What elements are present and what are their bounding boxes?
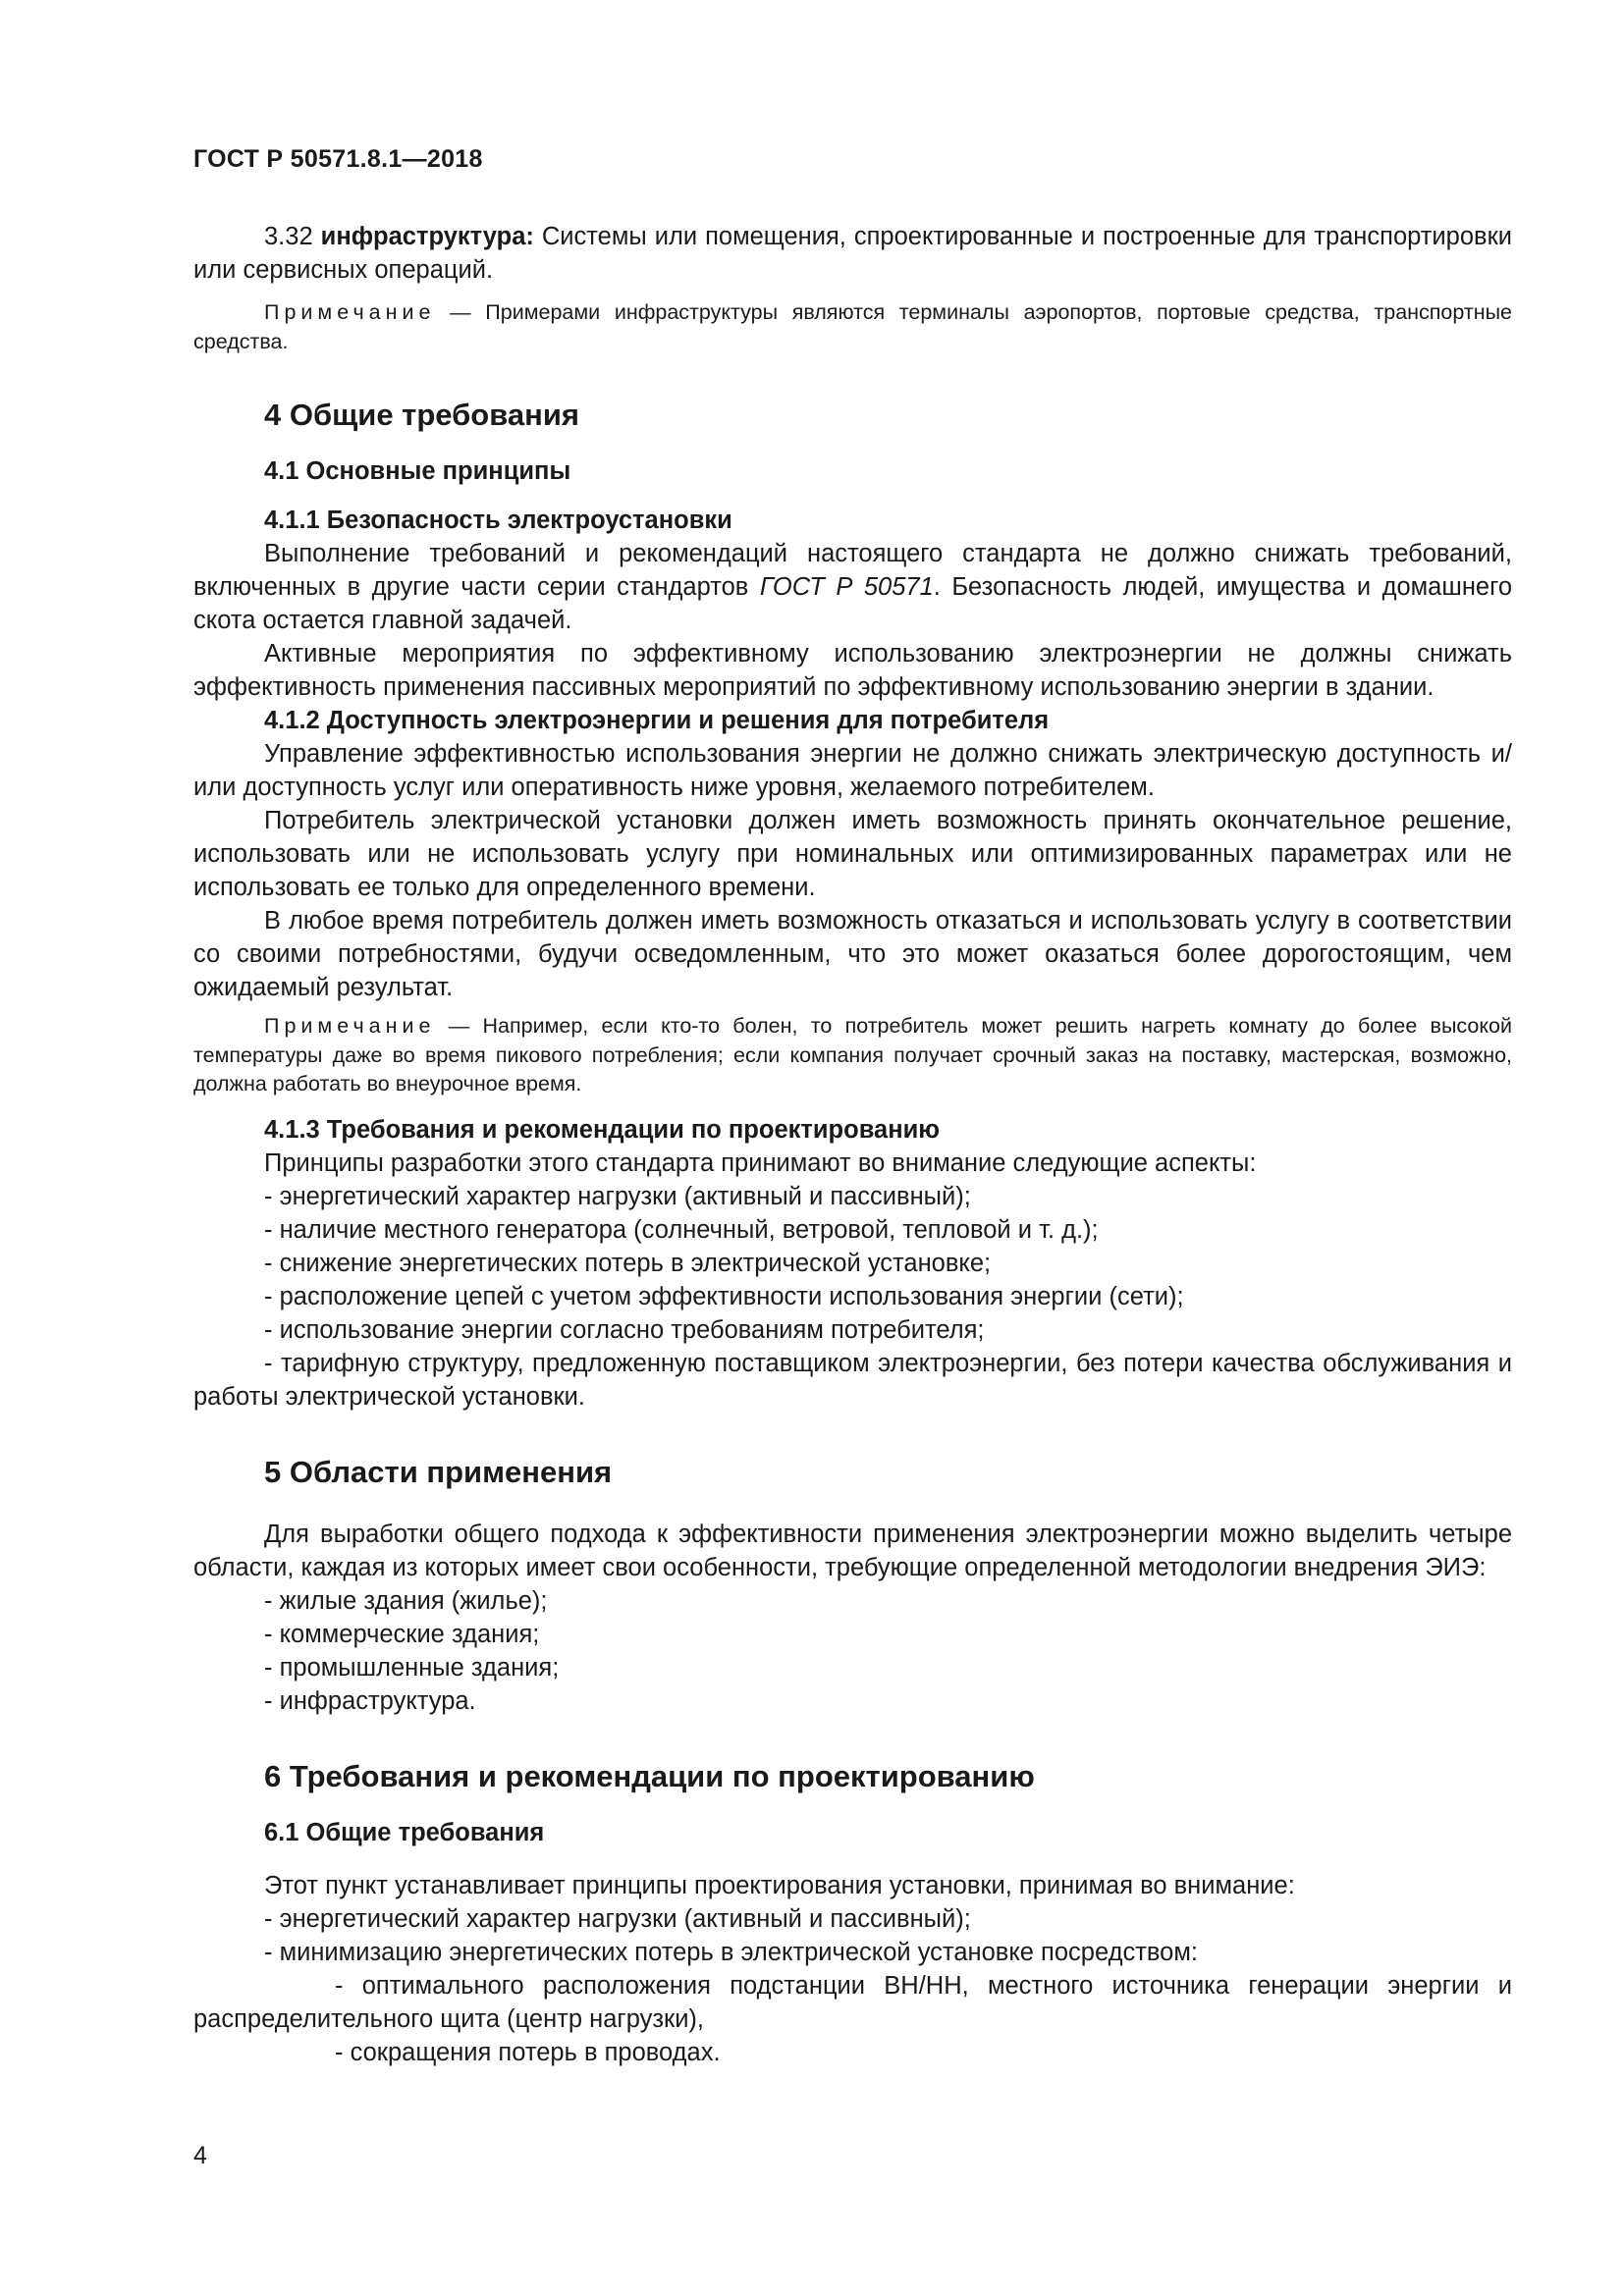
list-item: - коммерческие здания; bbox=[264, 1620, 540, 1648]
section-4-1-2-heading: 4.1.2 Доступность электроэнергии и решения для потребителя bbox=[264, 707, 1050, 734]
section-6-1-heading: 6.1 Общие требования bbox=[264, 1818, 545, 1846]
paragraph-text: . Безопасность людей, имущества и домашнего скота остается главной задачей. bbox=[193, 573, 1513, 634]
list-item: - инфраструктура. bbox=[264, 1686, 476, 1715]
note-text: — Примерами инфраструктуры являются терминалы аэропортов, портовые средства, транспортные средства. bbox=[193, 300, 1512, 353]
section-4-1-heading: 4.1 Основные принципы bbox=[264, 457, 571, 485]
running-header: ГОСТ Р 50571.8.1—2018 bbox=[193, 145, 483, 173]
paragraph: Управление эффективностью использования энергии не должно снижать электрическую доступность и/или доступность услуг или оперативность ниже уровня, желаемого потребителем. bbox=[193, 740, 1512, 801]
page-content bbox=[193, 220, 1512, 2069]
note-label: Примечание bbox=[264, 1014, 436, 1038]
paragraph: Активные мероприятия по эффективному использованию электроэнергии не должны снижать эффективность применения пассивных мероприятий по эффективному использованию энергии в здании. bbox=[193, 640, 1512, 701]
list-item: - тарифную структуру, предложенную поставщиком электроэнергии, без потери качества обслуживания и работы электрической установки. bbox=[193, 1349, 1512, 1411]
term-name: инфраструктура: bbox=[320, 223, 534, 250]
list-item: - энергетический характер нагрузки (активный и пассивный); bbox=[264, 1182, 971, 1210]
paragraph-text: Выполнение требований и рекомендаций настоящего стандарта не должно снижать требований, включенных в другие части серии стандартов bbox=[193, 540, 1512, 601]
sub-list-item: - сокращения потерь в проводах. bbox=[335, 2038, 721, 2066]
list-item: - жилые здания (жилье); bbox=[264, 1586, 548, 1615]
list-item: - минимизацию энергетических потерь в электрической установке посредством: bbox=[264, 1938, 1198, 1966]
note bbox=[193, 1012, 1512, 1099]
term-text: Системы или помещения, спроектированные и построенные для транспортировки или сервисных операций. bbox=[193, 223, 1512, 284]
note-label: Примечание bbox=[264, 300, 436, 324]
paragraph bbox=[193, 537, 1512, 637]
paragraph: Принципы разработки этого стандарта принимают во внимание следующие аспекты: bbox=[264, 1148, 1257, 1177]
sub-list-item: - оптимального расположения подстанции ВН/НН, местного источника генерации энергии и распределительного щита (центр нагрузки), bbox=[193, 1971, 1512, 2033]
list-item: - промышленные здания; bbox=[264, 1653, 560, 1682]
list-item: - использование энергии согласно требованиям потребителя; bbox=[264, 1315, 985, 1344]
term-definition bbox=[193, 220, 1512, 287]
paragraph: В любое время потребитель должен иметь возможность отказаться и использовать услугу в соответствии со своими потребностями, будучи осведомленным, что это может оказаться более дорогостоящим, чем ожидаемый результат. bbox=[193, 907, 1512, 1001]
paragraph: Потребитель электрической установки должен иметь возможность принять окончательное решение, использовать или не использовать услугу при номинальных или оптимизированных параметрах или не использовать ее только для определенного времени. bbox=[193, 807, 1512, 901]
term-note bbox=[193, 298, 1512, 356]
paragraph: Этот пункт устанавливает принципы проектирования установки, принимая во внимание: bbox=[264, 1871, 1295, 1899]
section-4-1-3-heading: 4.1.3 Требования и рекомендации по проектированию bbox=[264, 1115, 941, 1144]
list-item: - наличие местного генератора (солнечный, ветровой, тепловой и т. д.); bbox=[264, 1215, 1099, 1244]
note-text: — Например, если кто-то болен, то потребитель может решить нагреть комнату до более высокой температуры даже во время пикового потребления; если компания получает срочный заказ на поставку, мастерская, возможно, должна работать во внеурочное время. bbox=[193, 1014, 1512, 1095]
list-item: - энергетический характер нагрузки (активный и пассивный); bbox=[264, 1904, 971, 1933]
section-5-heading: 5 Области применения bbox=[264, 1454, 613, 1489]
term-number: 3.32 bbox=[264, 223, 313, 250]
page-number: 4 bbox=[193, 2142, 207, 2169]
list-item: - расположение цепей с учетом эффективности использования энергии (сети); bbox=[264, 1282, 1184, 1310]
section-4-1-1-heading: 4.1.1 Безопасность электроустановки bbox=[264, 507, 732, 534]
list-item: - снижение энергетических потерь в электрической установке; bbox=[264, 1249, 992, 1277]
standard-reference: ГОСТ Р 50571 bbox=[759, 573, 934, 601]
paragraph: Для выработки общего подхода к эффективности применения электроэнергии можно выделить четыре области, каждая из которых имеет свои особенности, требующие определенной методологии внедрения ЭИЭ: bbox=[193, 1520, 1512, 1581]
section-6-heading: 6 Требования и рекомендации по проектированию bbox=[264, 1758, 1035, 1793]
section-4-heading: 4 Общие требования bbox=[264, 398, 579, 432]
